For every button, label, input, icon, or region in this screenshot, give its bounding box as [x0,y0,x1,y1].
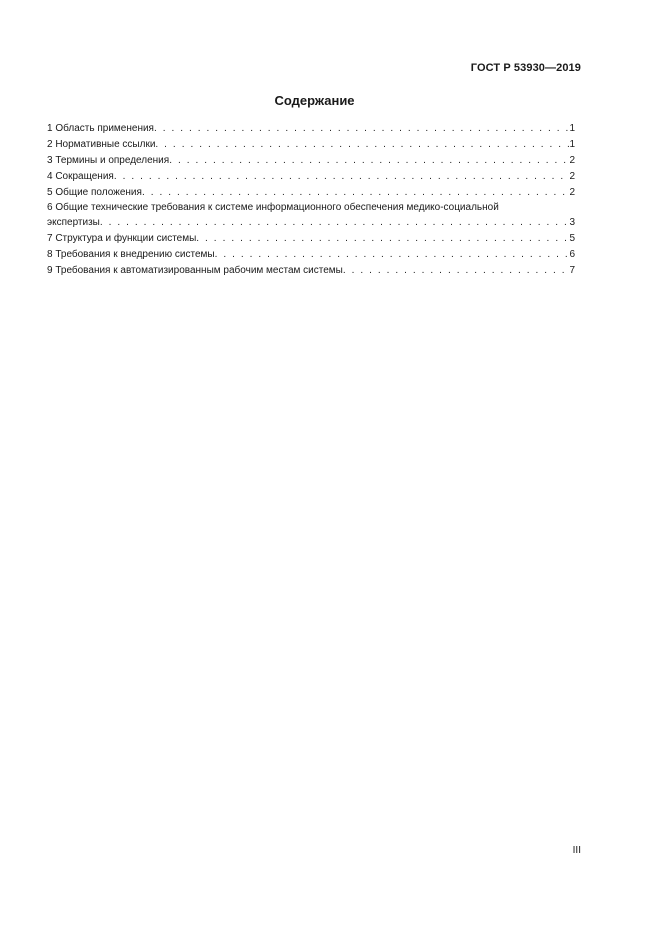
toc-entry-label: 1 Область применения [47,123,154,134]
toc-entry-page: 1 [569,139,575,150]
toc-entry-page: 2 [569,187,575,198]
toc-leader-dots [142,185,570,201]
page-number: III [572,845,581,856]
toc-entry[interactable] [47,185,575,201]
toc-entry-page: 2 [569,171,575,182]
toc-entry-label: 9 Требования к автоматизированным рабочим местам системы [47,265,343,276]
toc-entry-label: 7 Структура и функции системы [47,233,197,244]
toc-leader-dots [155,137,569,153]
toc-leader-dots [169,153,569,169]
toc-entry-page: 6 [569,249,575,260]
toc-leader-dots [196,231,569,247]
toc-entry-label: 2 Нормативные ссылки [47,139,156,150]
table-of-contents [47,121,575,279]
toc-entry[interactable] [47,247,575,263]
toc-entry-label-line2: экспертизы [47,217,100,228]
toc-entry[interactable] [47,137,575,153]
toc-entry-page: 3 [569,217,575,228]
toc-title: Содержание [274,93,355,108]
toc-entry-label: 8 Требования к внедрению системы [47,249,215,260]
toc-entry-page: 7 [569,265,575,276]
toc-leader-dots [154,121,569,137]
toc-leader-dots [114,169,570,185]
toc-leader-dots [100,215,570,231]
toc-entry[interactable] [47,153,575,169]
toc-entry-page: 5 [569,233,575,244]
toc-entry-page: 2 [569,155,575,166]
toc-entry[interactable] [47,169,575,185]
toc-entry[interactable] [47,201,575,231]
toc-entry-label: 5 Общие положения [47,187,142,198]
toc-entry-label: 3 Термины и определения [47,155,170,166]
toc-entry-page: 1 [569,123,575,134]
toc-entry[interactable] [47,231,575,247]
toc-leader-dots [343,263,570,279]
toc-entry-label-line1: 6 Общие технические требования к системе информационного обеспечения медико-социальной [47,202,499,213]
toc-entry[interactable] [47,121,575,137]
toc-leader-dots [215,247,570,263]
standard-code: ГОСТ Р 53930—2019 [470,62,581,74]
toc-entry[interactable] [47,263,575,279]
toc-entry-label: 4 Сокращения [47,171,114,182]
